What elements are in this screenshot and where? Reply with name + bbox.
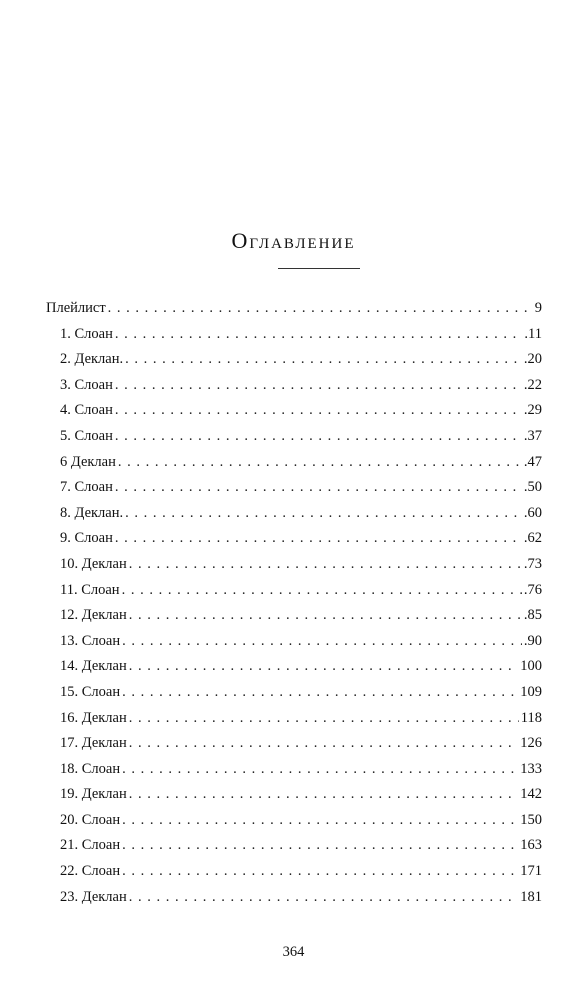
toc-entry-label: 13. Слоан [60,632,121,649]
toc-entry-label: 20. Слоан [60,811,121,828]
toc-entry [46,450,542,476]
toc-dot-leader [129,782,519,808]
page-number: 364 [282,944,305,960]
title-divider [278,268,360,269]
toc-dot-leader [115,322,523,348]
toc-entry [46,706,542,732]
toc-entry [46,731,542,757]
toc-entry-label: 17. Деклан [60,735,127,752]
toc-entry-page: .85 [523,607,542,624]
toc-entry-label: 8. Деклан. [60,504,124,521]
toc-entry [46,475,542,501]
toc-entry-label: 6 Деклан [60,453,116,470]
toc-title: Оглавление [231,228,356,253]
toc-entry-label: 19. Деклан [60,786,127,803]
toc-entry-page: 150 [520,811,542,828]
toc-entry-label: 16. Деклан [60,709,127,726]
toc-entry-label: 3. Слоан [60,376,113,393]
toc-entry-label: 18. Слоан [60,760,121,777]
toc-entry-label: 2. Деклан. [60,351,124,368]
toc-entry [46,757,542,783]
toc-dot-leader [115,373,522,399]
toc-entry-page: .29 [523,402,542,419]
toc-dot-leader [122,578,522,604]
toc-entry-page: 109 [520,683,542,700]
toc-dot-leader [129,731,519,757]
toc-entry-label: Плейлист [46,300,106,316]
toc-entry [46,578,542,604]
toc-entry [46,501,542,527]
toc-entry [46,296,542,322]
toc-entry-page: .50 [523,479,542,496]
toc-entry-page: 142 [520,786,542,803]
toc-entry [46,552,542,578]
toc-entry-label: 4. Слоан [60,402,113,419]
toc-entry [46,526,542,552]
toc-entry [46,859,542,885]
toc-dot-leader [108,296,533,322]
toc-entry [46,654,542,680]
toc-entry-page: .62 [523,530,542,547]
toc-entry-page: .22 [523,376,542,393]
toc-entry-page: .73 [523,555,542,572]
toc-entry-page: 181 [520,888,542,905]
toc-dot-leader [118,450,522,476]
toc-entry-page: 100 [520,658,542,675]
toc-dot-leader [115,526,522,552]
toc-entry-page: .20 [523,351,542,368]
toc-entry [46,885,542,911]
toc-entry-label: 11. Слоан [60,581,120,598]
toc-entry-page: .37 [523,427,542,444]
toc-entry-label: 21. Слоан [60,837,121,854]
toc-entry-page: .90 [523,632,542,649]
toc-entry-page: 118 [520,709,542,726]
toc-entry [46,322,542,348]
toc-entry [46,603,542,629]
toc-dot-leader [115,424,522,450]
toc-entry [46,629,542,655]
toc-dot-leader [122,680,518,706]
toc-entry-label: 7. Слоан [60,479,113,496]
toc-dot-leader [122,757,518,783]
toc-entry-page: 133 [520,760,542,777]
toc-entry-label: 10. Деклан [60,555,127,572]
toc-entry-label: 14. Деклан [60,658,127,675]
toc-entry-label: 12. Деклан [60,607,127,624]
toc-entry-label: 15. Слоан [60,683,121,700]
toc-dot-leader [129,654,519,680]
toc-entry-label: 1. Слоан [60,325,113,342]
toc-entry [46,347,542,373]
toc-dot-leader [125,347,522,373]
toc-dot-leader [122,808,518,834]
table-of-contents [46,296,542,910]
toc-dot-leader [115,475,522,501]
toc-entry-page: .47 [523,453,542,470]
toc-entry [46,680,542,706]
toc-dot-leader [122,629,522,655]
toc-entry [46,782,542,808]
toc-dot-leader [129,885,519,911]
toc-dot-leader [122,833,518,859]
toc-entry-label: 23. Деклан [60,888,127,905]
toc-entry-label: 5. Слоан [60,427,113,444]
toc-dot-leader [122,859,518,885]
toc-entry-label: 22. Слоан [60,863,121,880]
toc-entry-page: .60 [523,504,542,521]
toc-entry-page: 163 [520,837,542,854]
toc-dot-leader [129,603,522,629]
toc-entry-page: 126 [520,735,542,752]
toc-dot-leader [115,398,522,424]
toc-dot-leader [125,501,522,527]
toc-entry-page: .76 [523,581,542,598]
toc-entry [46,808,542,834]
toc-entry-page: 9 [534,300,542,316]
toc-entry-page: 171 [520,863,542,880]
toc-entry-label: 9. Слоан [60,530,113,547]
toc-entry-page: .11 [524,325,542,342]
toc-entry [46,373,542,399]
toc-dot-leader [129,706,519,732]
toc-entry [46,833,542,859]
toc-entry [46,424,542,450]
toc-dot-leader [129,552,522,578]
toc-entry [46,398,542,424]
